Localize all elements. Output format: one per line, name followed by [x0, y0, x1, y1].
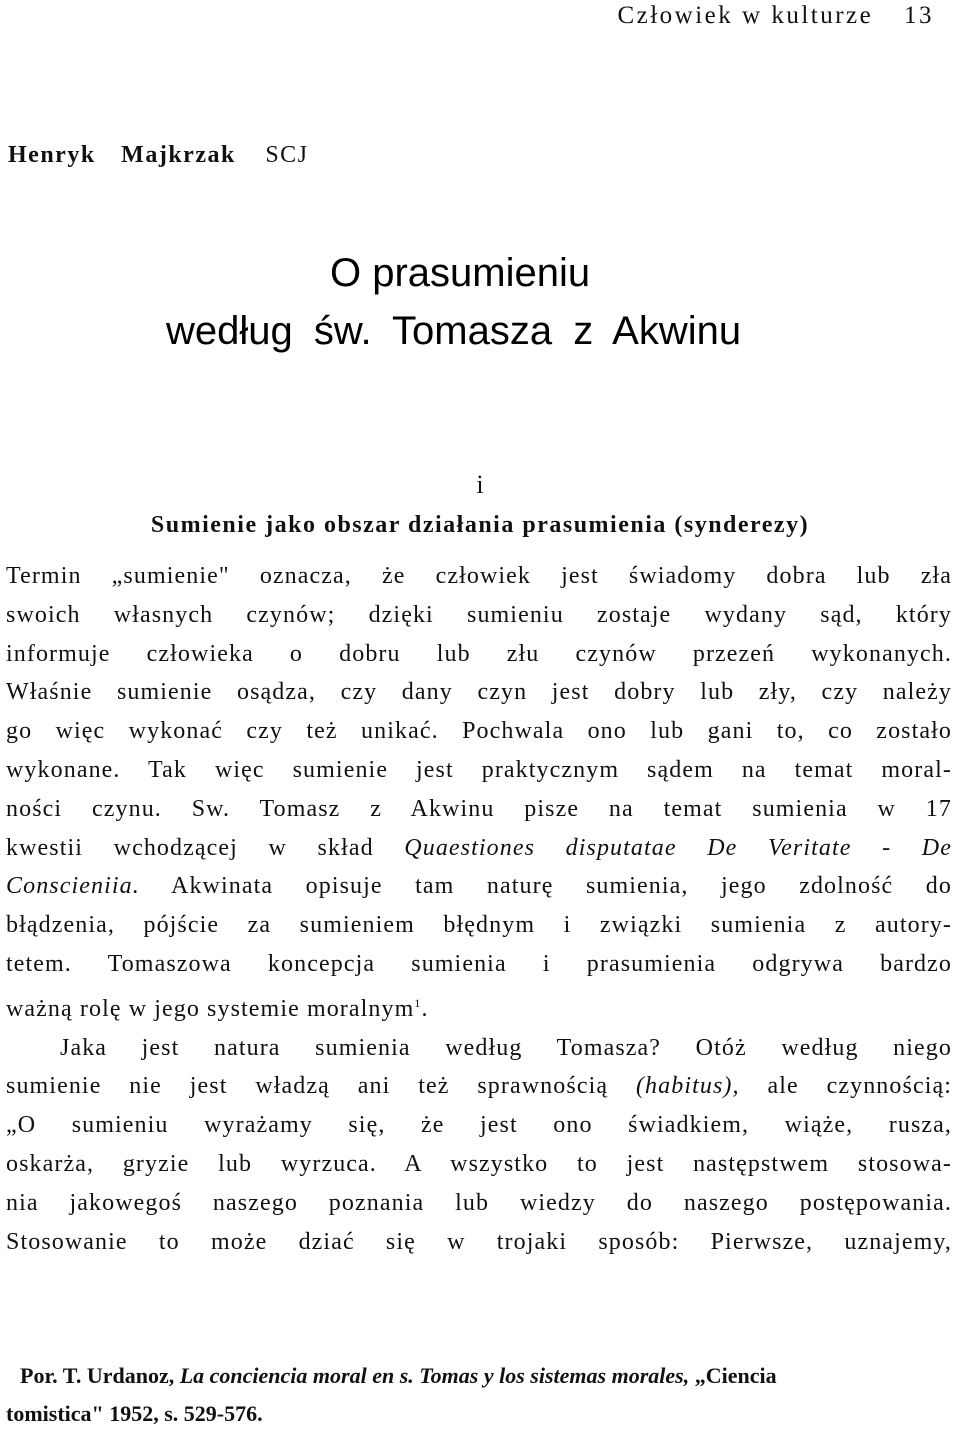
running-header [617, 2, 934, 30]
article-title [0, 244, 960, 360]
article-title-line2: według św. Tomasza z Akwinu [166, 309, 742, 353]
footnote-italic-title: La conciencia moral en s. Tomas y los sistemas morales, [179, 1363, 690, 1388]
author-suffix: SCJ [265, 142, 309, 168]
footnote-reference[interactable]: 1 [414, 995, 422, 1010]
body-line: oskarża, gryzie lub wyrzuca. A wszystko to jest następstwem stosowa- [6, 1150, 952, 1177]
running-title: Człowiek w kulturze [617, 2, 874, 29]
body-line: „O sumieniu wyrażamy się, że jest ono świadkiem, wiąże, rusza, [6, 1112, 952, 1139]
body-line: błądzenia, pójście za sumieniem błędnym i związki sumienia z autory- [6, 912, 952, 939]
footnote-line: tomistica" 1952, s. 529-576. [6, 1401, 263, 1426]
author-line [8, 142, 309, 169]
author-first-name: Henryk [8, 142, 96, 168]
section-number: i [476, 470, 484, 499]
body-line: Właśnie sumienie osądza, czy dany czyn jest dobry lub zły, czy należy [6, 679, 952, 706]
work-title-italic: Quaestiones disputatae De Veritate - De [404, 834, 952, 861]
author-last-name: Majkrzak [121, 142, 236, 168]
section-title: Sumienie jako obszar działania prasumienia (synderezy) [150, 512, 810, 538]
body-line: swoich własnych czynów; dzięki sumieniu zostaje wydany sąd, który [6, 601, 952, 628]
body-line: Conscieniia. Akwinata opisuje tam naturę sumienia, jego zdolność do [6, 873, 952, 900]
body-text [6, 557, 952, 1261]
body-line: informuje człowieka o dobru lub złu czynów przezeń wykonanych. [6, 640, 952, 667]
body-line: sumienie nie jest władzą ani też sprawnością (habitus), ale czynnością: [6, 1073, 952, 1100]
page-number: 13 [904, 2, 934, 29]
body-line: Stosowanie to może dziać się w trojaki sposób: Pierwsze, uznajemy, [6, 1228, 952, 1255]
footnote [6, 1357, 954, 1433]
body-line: go więc wykonać czy też unikać. Pochwala ono lub gani to, co zostało [6, 718, 952, 745]
term-italic: (habitus), [635, 1073, 740, 1100]
body-line: ności czynu. Sw. Tomasz z Akwinu pisze na temat sumienia w 17 [6, 795, 952, 822]
article-title-line1: O prasumieniu [330, 251, 591, 295]
work-title-italic: Conscieniia. [6, 873, 140, 900]
body-line: kwestii wchodzącej w skład Quaestiones disputatae De Veritate - De [6, 834, 952, 861]
body-line: ważną rolę w jego systemie moralnym$^1$. [6, 995, 429, 1022]
body-line: Jaka jest natura sumienia według Tomasza? Otóż według niego [60, 1034, 952, 1061]
body-line: Termin „sumienie" oznacza, że człowiek jest świadomy dobra lub zła [6, 563, 952, 589]
body-line: nia jakowegoś naszego poznania lub wiedzy do naszego postępowania. [6, 1189, 952, 1216]
body-line: tetem. Tomaszowa koncepcja sumienia i prasumienia odgrywa bardzo [6, 950, 952, 977]
body-line: wykonane. Tak więc sumienie jest praktycznym sądem na temat moral- [6, 756, 952, 783]
footnote-line: Por. T. Urdanoz, La conciencia moral en s. Tomas y los sistemas morales, „Ciencia [20, 1363, 777, 1388]
